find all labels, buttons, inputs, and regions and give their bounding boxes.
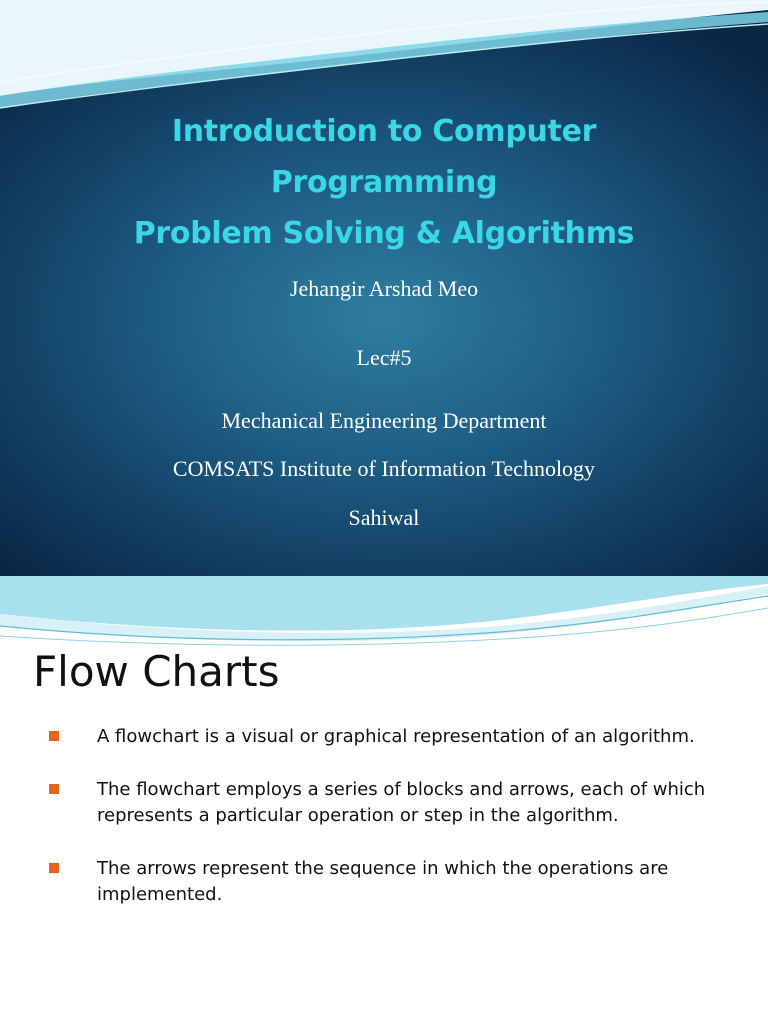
square-bullet-icon	[49, 731, 59, 741]
campus-name: Sahiwal	[348, 505, 420, 530]
slide-title-line-3: Problem Solving & Algorithms	[133, 216, 635, 251]
square-bullet-icon	[49, 784, 59, 794]
square-bullet-icon	[49, 863, 59, 873]
content-slide	[0, 576, 768, 1024]
bullet-item	[49, 777, 759, 829]
wave-decoration-top	[0, 0, 768, 110]
lecture-number: Lec#5	[356, 345, 412, 370]
slide-heading: Flow Charts	[33, 647, 280, 696]
institute-name: COMSATS Institute of Information Technology	[172, 456, 596, 481]
slide-title	[0, 106, 768, 259]
bullet-item	[49, 856, 759, 908]
slide-title-line-2: Programming	[270, 165, 498, 200]
department-name: Mechanical Engineering Department	[221, 408, 547, 433]
bullet-text: The arrows represent the sequence in which the operations are implemented.	[97, 858, 669, 905]
bullet-text: A flowchart is a visual or graphical representation of an algorithm.	[97, 726, 695, 747]
bullet-text: The flowchart employs a series of blocks and arrows, each of which represents a particular operation or step in the algorithm.	[97, 779, 706, 826]
bullet-item	[49, 724, 759, 750]
bullet-list	[49, 724, 759, 935]
wave-decoration-bottom-slide	[0, 576, 768, 646]
slide-title-line-1: Introduction to Computer	[171, 114, 597, 149]
author-name: Jehangir Arshad Meo	[289, 276, 479, 301]
